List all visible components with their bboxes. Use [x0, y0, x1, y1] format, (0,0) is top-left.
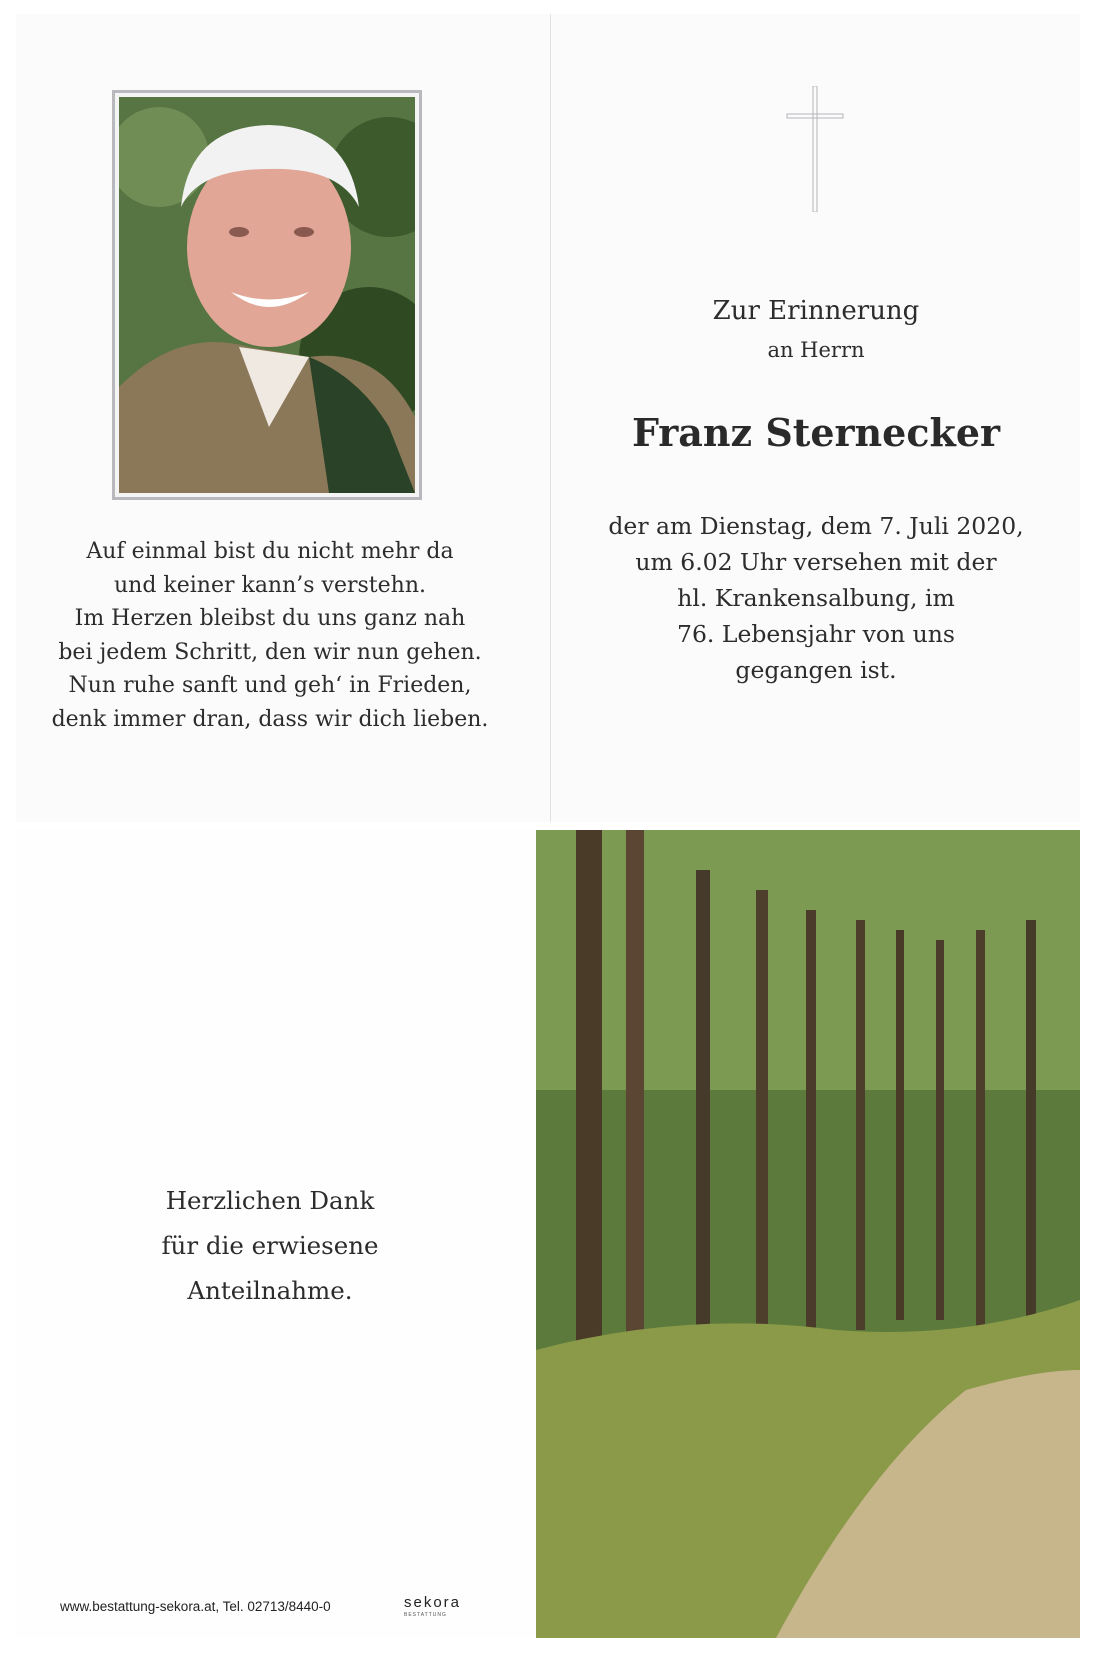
- portrait-photo: [119, 97, 415, 493]
- funeral-home-logo: sekora: [404, 1594, 462, 1611]
- forest-illustration: [536, 830, 1080, 1638]
- thanks-message: [60, 1178, 480, 1313]
- poem-line: und keiner kann’s verstehn.: [113, 572, 426, 598]
- memorial-subheading: an Herrn: [767, 338, 865, 362]
- thanks-line: für die erwiesene: [161, 1231, 379, 1260]
- poem-line: denk immer dran, dass wir dich lieben.: [51, 706, 489, 732]
- memorial-heading: Zur Erinnerung: [712, 296, 920, 326]
- funeral-home-logo-subtitle: BESTATTUNG: [404, 1612, 447, 1618]
- cross-icon: [785, 86, 845, 212]
- poem-line: Nun ruhe sanft und geh‘ in Frieden,: [68, 673, 472, 698]
- funeral-home-contact: www.bestattung-sekora.at, Tel. 02713/8440-0: [60, 1599, 331, 1614]
- card-fold-line: [550, 14, 551, 822]
- details-line: um 6.02 Uhr versehen mit der: [635, 548, 997, 576]
- deceased-name: Franz Sternecker: [631, 410, 1001, 455]
- details-line: hl. Krankensalbung, im: [677, 584, 955, 612]
- details-line: 76. Lebensjahr von uns: [677, 620, 955, 648]
- portrait-illustration: [119, 97, 415, 493]
- memorial-details: [586, 508, 1046, 688]
- thanks-line: Herzlichen Dank: [165, 1186, 375, 1215]
- forest-path-photo: [536, 830, 1080, 1638]
- memorial-poem: [40, 535, 500, 736]
- thanks-line: Anteilnahme.: [187, 1276, 353, 1305]
- details-line: gegangen ist.: [735, 656, 897, 684]
- poem-line: Auf einmal bist du nicht mehr da: [86, 539, 454, 564]
- portrait-frame: [112, 90, 422, 500]
- details-line: der am Dienstag, dem 7. Juli 2020,: [608, 512, 1024, 540]
- poem-line: Im Herzen bleibst du uns ganz nah: [74, 606, 466, 631]
- poem-line: bei jedem Schritt, den wir nun gehen.: [58, 639, 482, 665]
